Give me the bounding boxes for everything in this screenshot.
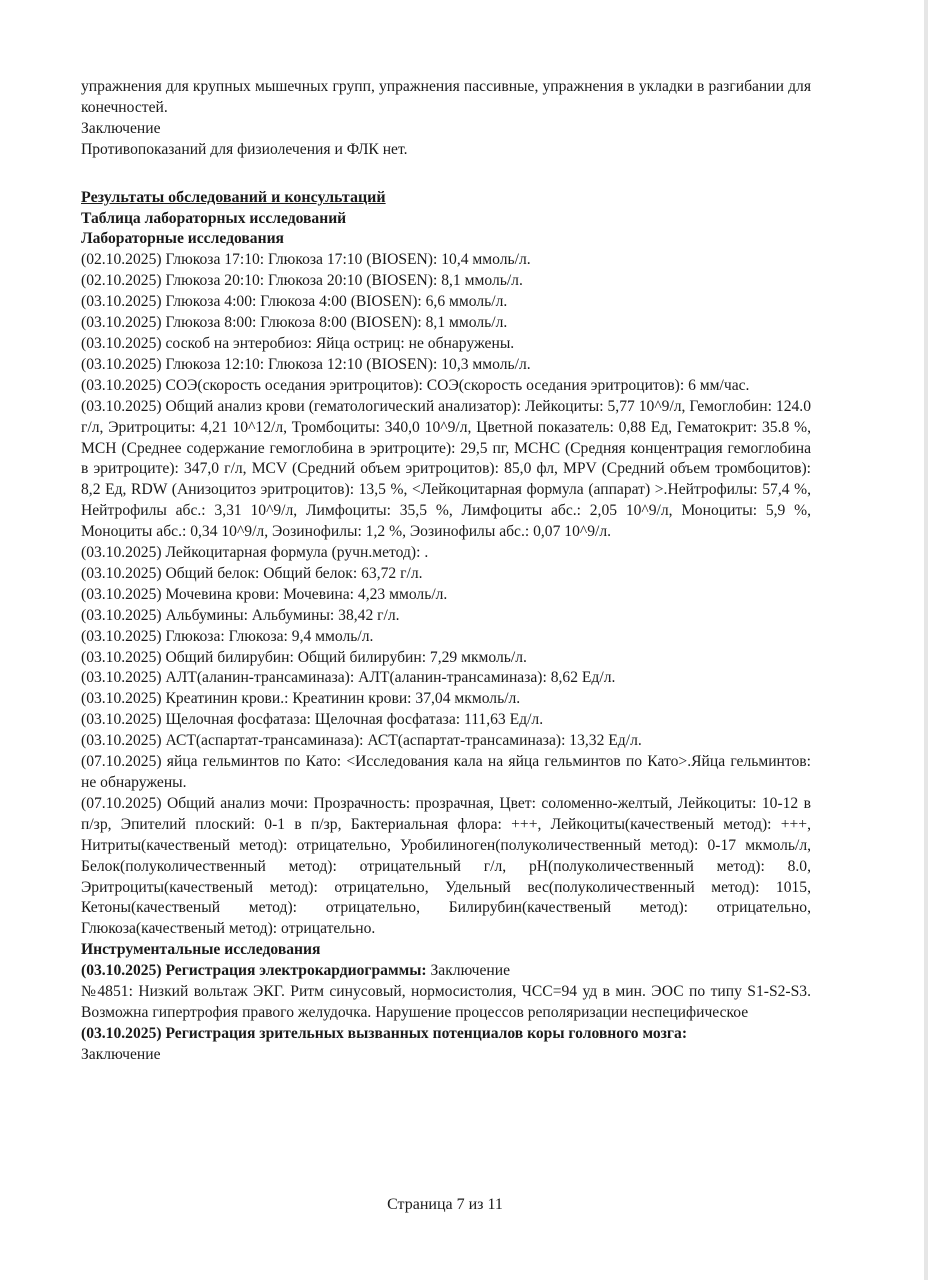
lab-entry: (03.10.2025) Глюкоза 4:00: Глюкоза 4:00 (BIOSEN): 6,6 ммоль/л. [81, 293, 508, 311]
lab-entry: (03.10.2025) Глюкоза 8:00: Глюкоза 8:00 (BIOSEN): 8,1 ммоль/л. [81, 314, 508, 332]
lab-entry: (03.10.2025) АЛТ(аланин-трансаминаза): АЛТ(аланин-трансаминаза): 8,62 Ед/л. [81, 669, 616, 687]
page-number: Страница 7 из 11 [387, 1196, 503, 1213]
lab-entry: (03.10.2025) Общий белок: Общий белок: 63,72 г/л. [81, 564, 423, 582]
lab-entry: (03.10.2025) СОЭ(скорость оседания эритроцитов): СОЭ(скорость оседания эритроцитов): 6 мм/час. [81, 376, 750, 394]
lab-entry: (03.10.2025) Альбумины: Альбумины: 38,42 г/л. [81, 606, 400, 624]
scan-edge [924, 0, 928, 1280]
ecg-conclusion-label: Заключение [426, 962, 511, 980]
results-section-title: Результаты обследований и консультаций [81, 188, 386, 206]
lab-entry: (03.10.2025) Лейкоцитарная формула (ручн.метод): . [81, 544, 429, 562]
ecg-text: №4851: Низкий вольтаж ЭКГ. Ритм синусовый, нормосистолия, ЧСС=94 уд в мин. ЭОС по типу S1-S2-S3. Возможна гипертрофия правого желудочка. Нарушение процессов реполяризации неспецифическое [81, 983, 811, 1021]
spacer [81, 161, 811, 188]
lab-entry: (03.10.2025) соскоб на энтеробиоз: Яйца остриц: не обнаружены. [81, 334, 515, 352]
lab-entry: (03.10.2025) Глюкоза 12:10: Глюкоза 12:10 (BIOSEN): 10,3 ммоль/л. [81, 355, 531, 373]
lab-entry: (03.10.2025) Глюкоза: Глюкоза: 9,4 ммоль/л. [81, 627, 374, 645]
lab-entry: (03.10.2025) Щелочная фосфатаза: Щелочная фосфатаза: 111,63 Ед/л. [81, 711, 544, 729]
lab-entries [81, 250, 811, 940]
vep-conclusion-label: Заключение [81, 1045, 161, 1063]
lab-entry: (03.10.2025) Общий анализ крови (гематологический анализатор): Лейкоциты: 5,77 10^9/л, Гемоглобин: 124.0 г/л, Эритроциты: 4,21 10^12/л, Тромбоциты: 340,0 10^9/л, Цветной показатель: 0,88 Ед, Гематокрит: 35.8 %, MCH (Среднее содержание гемоглобина в эритроците): 29,5 пг, MCHC (Средняя концентрация гемоглобина в эритроците): 347,0 г/л, MCV (Средний объем эритроцитов): 85,0 фл, MPV (Средний объем тромбоцитов): 8,2 Ед, RDW (Анизоцитоз эритроцитов): 13,5 %, <Лейкоцитарная формула (аппарат) >.Нейтрофилы: 57,4 %, Нейтрофилы абс.: 3,31 10^9/л, Лимфоциты: 35,5 %, Лимфоциты абс.: 2,05 10^9/л, Моноциты: 5,9 %, Моноциты абс.: 0,34 10^9/л, Эозинофилы: 1,2 %, Эозинофилы абс.: 0,07 10^9/л. [81, 397, 811, 541]
lab-title: Лабораторные исследования [81, 230, 284, 248]
vep-heading: (03.10.2025) Регистрация зрительных вызванных потенциалов коры головного мозга: [81, 1024, 688, 1042]
conclusion-label: Заключение [81, 119, 161, 137]
instrumental-title: Инструментальные исследования [81, 941, 321, 959]
exercise-text: упражнения для крупных мышечных групп, упражнения пассивные, упражнения в укладки в разгибании для конечностей. [81, 78, 811, 116]
lab-entry: (03.10.2025) Общий билирубин: Общий билирубин: 7,29 мкмоль/л. [81, 648, 527, 666]
conclusion-text: Противопоказаний для физиолечения и ФЛК нет. [81, 140, 408, 158]
lab-table-title: Таблица лабораторных исследований [81, 209, 347, 227]
lab-entry: (02.10.2025) Глюкоза 20:10: Глюкоза 20:10 (BIOSEN): 8,1 ммоль/л. [81, 272, 523, 290]
lab-entry: (03.10.2025) Креатинин крови.: Креатинин крови: 37,04 мкмоль/л. [81, 690, 521, 708]
lab-entry: (03.10.2025) АСТ(аспартат-трансаминаза): АСТ(аспартат-трансаминаза): 13,32 Ед/л. [81, 732, 642, 750]
ecg-heading: (03.10.2025) Регистрация электрокардиограммы: [81, 962, 427, 980]
lab-entry: (02.10.2025) Глюкоза 17:10: Глюкоза 17:10 (BIOSEN): 10,4 ммоль/л. [81, 251, 531, 269]
ecg-heading-line [81, 961, 811, 982]
lab-entry: (07.10.2025) Общий анализ мочи: Прозрачность: прозрачная, Цвет: соломенно-желтый, Лейкоциты: 10-12 в п/зр, Эпителий плоский: 0-1 в п/зр, Бактериальная флора: +++, Лейкоциты(качественый метод): +++, Нитриты(качественый метод): отрицательно, Уробилиноген(полуколичественный метод): 0-17 мкмоль/л, Белок(полуколичественный метод): отрицательный г/л, pH(полуколичественный метод): 8.0, Эритроциты(качественый метод): отрицательно, Удельный вес(полуколичественный метод): 1015, Кетоны(качественый метод): отрицательно, Билирубин(качественый метод): отрицательно, Глюкоза(качественый метод): отрицательно. [81, 794, 811, 938]
lab-entry: (03.10.2025) Мочевина крови: Мочевина: 4,23 ммоль/л. [81, 585, 448, 603]
lab-entry: (07.10.2025) яйца гельминтов по Като: <Исследования кала на яйца гельминтов по Като>.Яйца гельминтов: не обнаружены. [81, 753, 811, 791]
document-page [81, 77, 811, 1066]
